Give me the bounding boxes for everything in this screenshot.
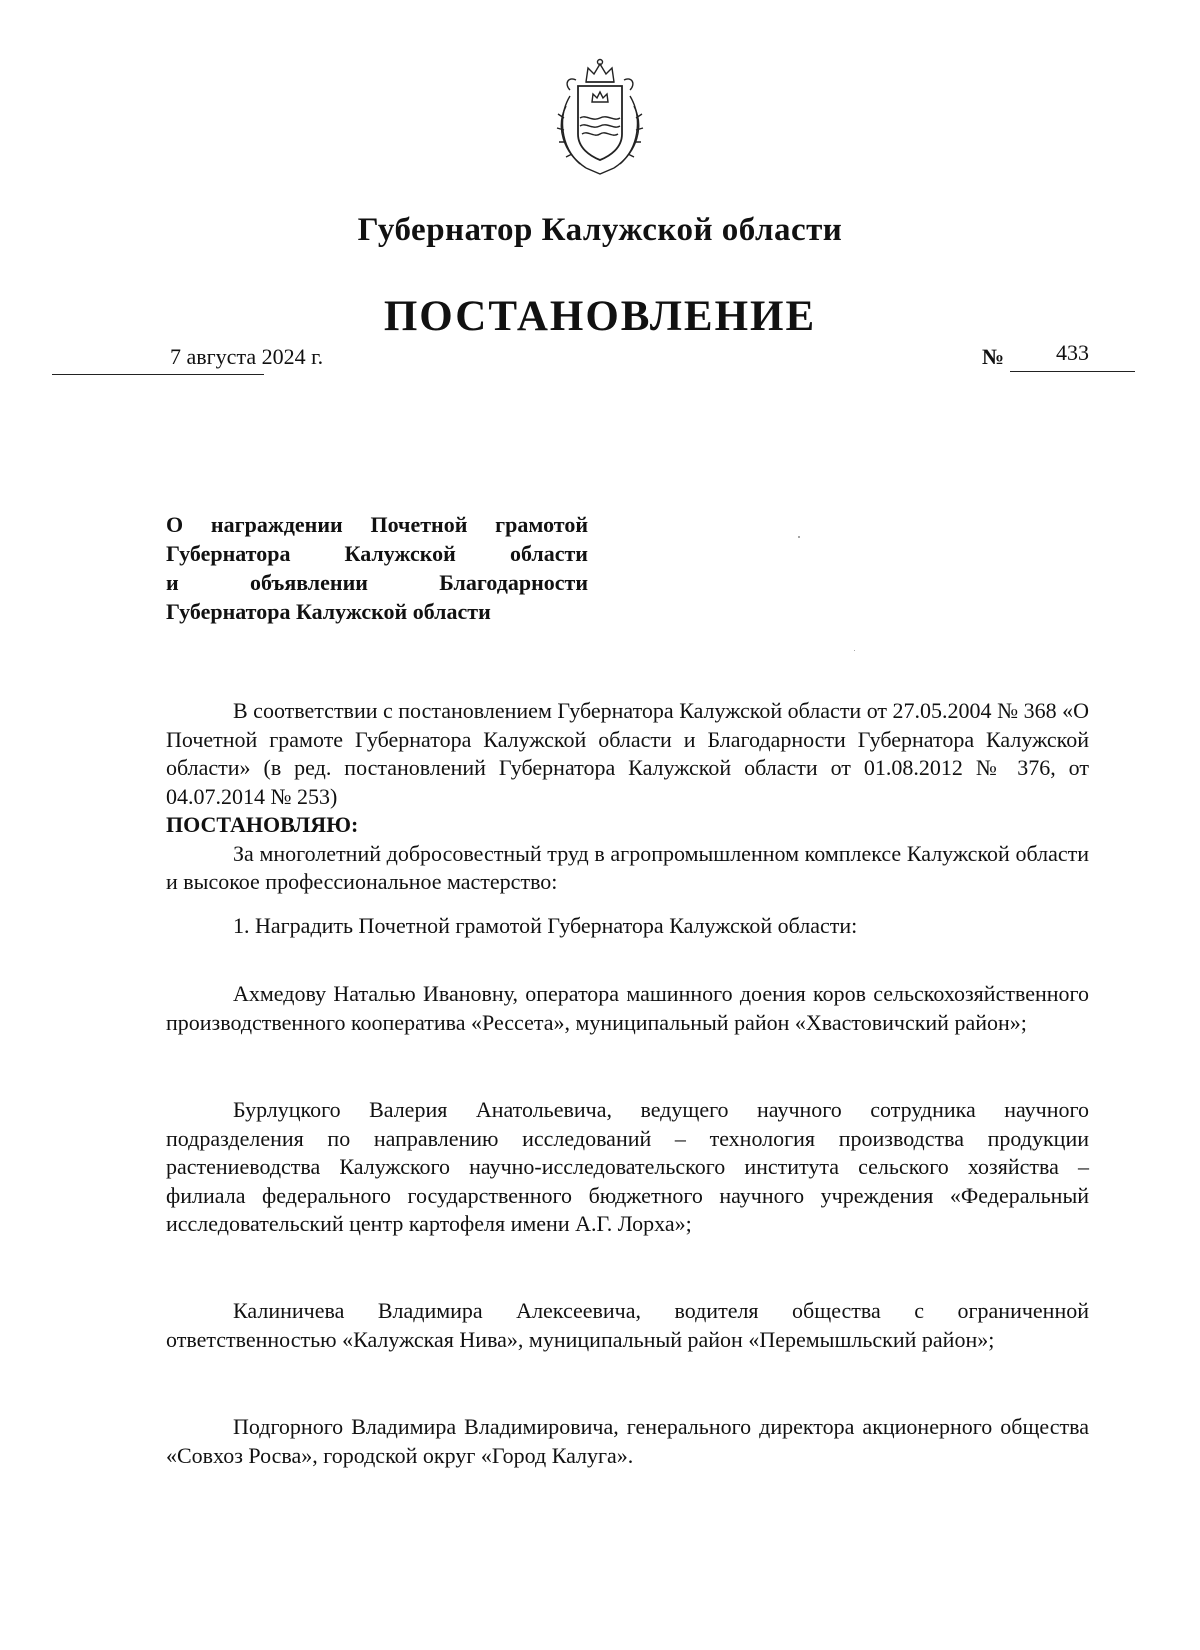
awardee-paragraph: Калиничева Владимира Алексеевича, водителя общества с ограниченной ответственностью «Калужская Нива», муниципальный район «Перемышльский район»; [166, 1298, 1089, 1352]
subject-line: О награждении Почетной грамотой [166, 512, 588, 537]
kaluga-oblast-coat-of-arms-icon [548, 56, 652, 176]
scan-speck [854, 650, 855, 651]
awardee-entry [166, 980, 1089, 1037]
preamble-block [166, 697, 1089, 897]
scan-speck [798, 536, 800, 538]
reason-paragraph: За многолетний добросовестный труд в агропромышленном комплексе Калужской области и высокое профессиональное мастерство: [166, 840, 1089, 894]
preamble-paragraph: В соответствии с постановлением Губернатора Калужской области от 27.05.2004 № 368 «О Почетной грамоте Губернатора Калужской области и Благодарности Губернатора Калужской области» (в ред. постановлений Губернатора Калужской области от 01.08.2012 № 376, от 04.07.2014 № 253) [166, 698, 1089, 809]
org-title: Губернатор Калужской области [357, 212, 843, 248]
awardee-paragraph: Бурлуцкого Валерия Анатольевича, ведущего научного сотрудника научного подразделения по направлению исследований – технология производства продукции растениеводства Калужского научно-исследовательского института сельского хозяйства – филиала федерального государственного бюджетного научного учреждения «Федеральный исследовательский центр картофеля имени А.Г. Лорха»; [166, 1097, 1089, 1236]
subject-line: Губернатора Калужской области [166, 599, 491, 624]
date-field [52, 344, 324, 375]
awardee-entry [166, 1297, 1089, 1354]
awardee-paragraph: Ахмедову Наталью Ивановну, оператора машинного доения коров сельскохозяйственного производственного кооператива «Рессета», муниципальный район «Хвастовичский район»; [166, 981, 1089, 1035]
document-type: ПОСТАНОВЛЕНИЕ [383, 293, 817, 340]
number-field [1010, 338, 1135, 372]
document-date: 7 августа 2024 г. [170, 344, 324, 369]
subject-line: Губернатора Калужской области [166, 541, 588, 566]
awardee-entry [166, 1096, 1089, 1239]
decree-word: ПОСТАНОВЛЯЮ: [166, 812, 359, 837]
document-subject [166, 510, 588, 626]
item1-heading: 1. Наградить Почетной грамотой Губернатора Калужской области: [233, 913, 858, 938]
item-heading-block [166, 912, 1089, 941]
awardee-entry [166, 1413, 1089, 1470]
subject-line: и объявлении Благодарности [166, 570, 588, 595]
number-sign: № [982, 344, 1005, 369]
awardee-paragraph: Подгорного Владимира Владимировича, генерального директора акционерного общества «Совхоз Росва», городской округ «Город Калуга». [166, 1414, 1089, 1468]
document-number: 433 [1056, 340, 1089, 365]
